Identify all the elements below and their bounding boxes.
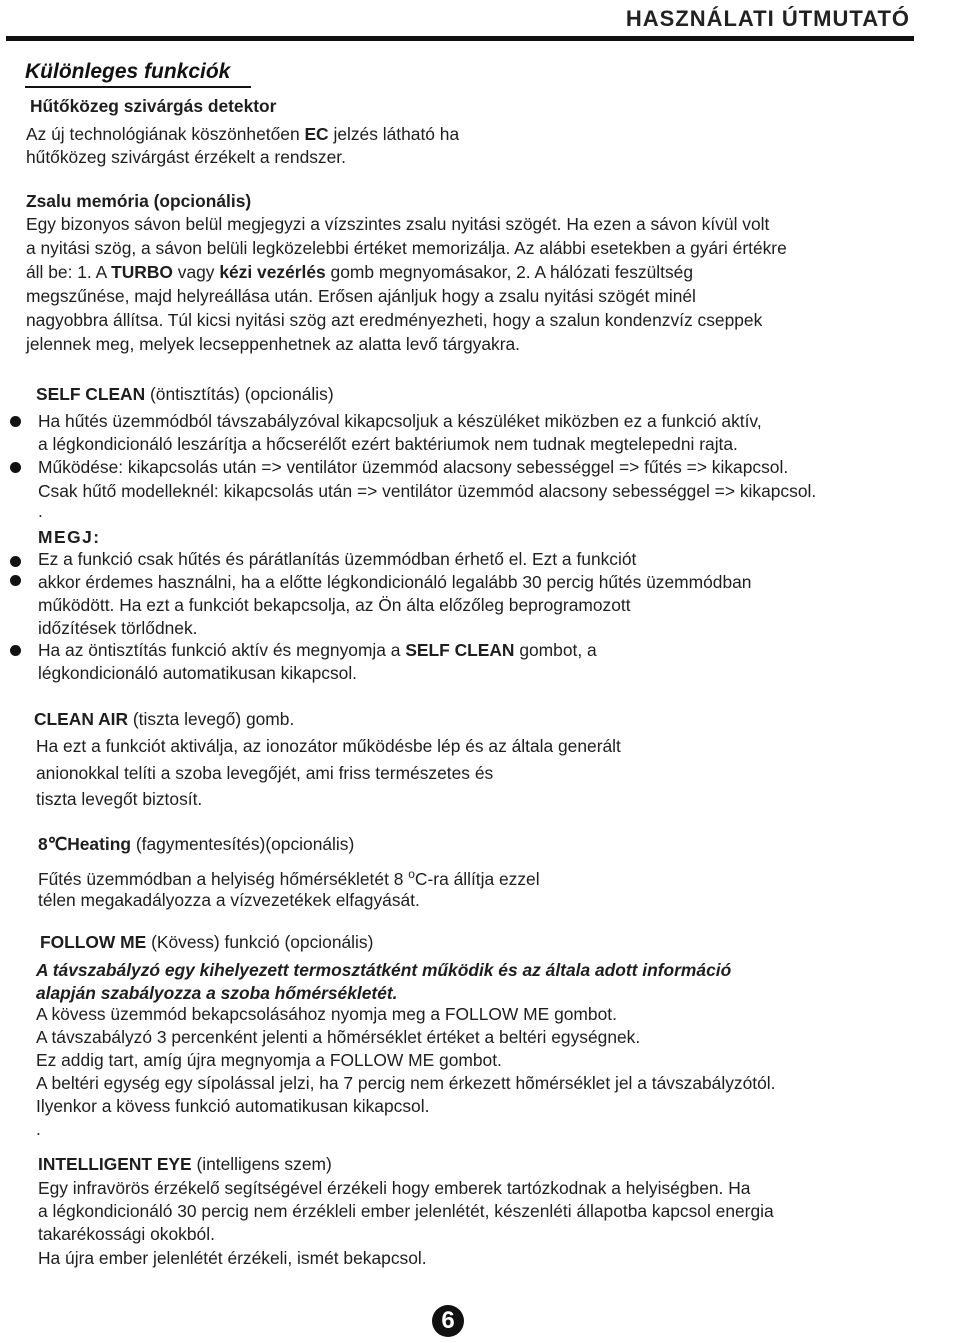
manual-header-title: HASZNÁLATI ÚTMUTATÓ [625, 6, 910, 31]
follow-me-dot: . [36, 1119, 41, 1139]
note-line-2: akkor érdemes használni, ha a előtte légkondicionáló legalább 30 percig hűtés üzemmódban [38, 572, 752, 592]
note-line-1: Ez a funkció csak hűtés és párátlanítás üzemmódban érhető el. Ezt a funkciót [38, 549, 637, 569]
heating8-line-2: télen megakadályozza a vízvezetékek elfagyását. [38, 890, 420, 910]
intelligent-eye-line-3: takarékossági okokból. [38, 1224, 215, 1244]
note-heading: MEGJ: [38, 527, 101, 547]
louver-line-6: jelennek meg, melyek lecseppenhetnek az alatta levő tárgyakra. [26, 334, 520, 354]
intelligent-eye-line-1: Egy infravörös érzékelő segítségével érzékeli hogy emberek tartózkodnak a helyiségben. Ha [38, 1178, 751, 1198]
refrigerant-line-1: Az új technológiának köszönhetően EC jelzés látható ha [26, 124, 460, 144]
self-clean-line-2: a légkondicionáló leszárítja a hőcserélőt ezért baktériumok nem tudnak megtelepedni rajta. [38, 434, 738, 454]
refrigerant-heading: Hűtőközeg szivárgás detektor [30, 96, 277, 116]
self-clean-line-1: Ha hűtés üzemmódból távszabályzóval kikapcsoljuk a készüléket miközben ez a funkció aktív, [38, 411, 762, 431]
bullet-icon [10, 462, 21, 473]
clean-air-line-3: tiszta levegőt biztosít. [36, 789, 203, 809]
bullet-icon [10, 575, 21, 586]
note-line-3: működött. Ha ezt a funkciót bekapcsolja, az Ön álta előzőleg beprogramozott [38, 595, 631, 615]
heating8-heading: 8℃Heating (fagymentesítés)(opcionális) [38, 834, 355, 854]
louver-line-4: megszűnése, majd helyreállása után. Erősen ajánljuk hogy a zsalu nyitási szögét minél [26, 286, 696, 306]
louver-line-1: Egy bizonyos sávon belül megjegyzi a vízszintes zsalu nyitási szögét. Ha ezen a sávon kívül volt [26, 214, 770, 234]
clean-air-heading: CLEAN AIR (tiszta levegő) gomb. [34, 709, 295, 729]
follow-me-line-3: Ez addig tart, amíg újra megnyomja a FOLLOW ME gombot. [36, 1050, 502, 1070]
note-line-5: Ha az öntisztítás funkció aktív és megnyomja a SELF CLEAN gombot, a [38, 640, 597, 660]
follow-me-line-5: Ilyenkor a kövess funkció automatikusan kikapcsol. [36, 1096, 430, 1116]
louver-heading: Zsalu memória (opcionális) [26, 191, 252, 211]
section-title-underline [25, 86, 251, 88]
heating8-line-1: Fűtés üzemmódban a helyiség hőmérsékletét 8 $^o$C-ra állítja ezzel [38, 867, 540, 889]
note-line-6: légkondicionáló automatikusan kikapcsol. [38, 663, 358, 683]
self-clean-heading: SELF CLEAN (öntisztítás) (opcionális) [36, 384, 334, 404]
bullet-icon [10, 645, 21, 656]
self-clean-line-3: Működése: kikapcsolás után => ventilátor üzemmód alacsony sebességgel => fűtés => kikapcsol. [38, 457, 789, 477]
bullet-icon [10, 416, 21, 427]
follow-me-bold-line-1: A távszabályzó egy kihelyezett termosztátként működik és az általa adott információ [36, 960, 732, 980]
self-clean-dot: . [38, 501, 43, 521]
section-title: Különleges funkciók [25, 60, 231, 83]
page-number-badge: 6 [432, 1305, 464, 1337]
refrigerant-line-2: hűtőközeg szivárgást érzékelt a rendszer. [26, 147, 346, 167]
follow-me-line-4: A beltéri egység egy sípolással jelzi, ha 7 percig nem érkezett hõmérséklet jel a távszabályzótól. [36, 1073, 776, 1093]
louver-line-3: áll be: 1. A TURBO vagy kézi vezérlés gomb megnyomásakor, 2. A hálózati feszültség [26, 262, 694, 282]
intelligent-eye-line-2: a légkondicionáló 30 percig nem érzékleli ember jelenlétét, készenléti állapotba kapcsol energia [38, 1201, 774, 1221]
follow-me-line-2: A távszabályzó 3 percenként jelenti a hõmérséklet értéket a beltéri egységnek. [36, 1027, 641, 1047]
clean-air-line-1: Ha ezt a funkciót aktiválja, az ionozátor működésbe lép és az általa generált [36, 736, 621, 756]
clean-air-line-2: anionokkal telíti a szoba levegőjét, ami friss természetes és [36, 763, 494, 783]
header-rule [6, 36, 914, 41]
follow-me-heading: FOLLOW ME (Kövess) funkció (opcionális) [40, 932, 374, 952]
self-clean-line-4: Csak hűtő modelleknél: kikapcsolás után => ventilátor üzemmód alacsony sebességgel => kikapcsol. [38, 481, 817, 501]
louver-line-5: nagyobbra állítsa. Túl kicsi nyitási szög azt eredményezheti, hogy a szalun kondenzvíz cseppek [26, 310, 763, 330]
follow-me-bold-line-2: alapján szabályozza a szoba hőmérsékletét. [36, 983, 398, 1003]
note-line-4: időzítések törlődnek. [38, 618, 198, 638]
intelligent-eye-heading: INTELLIGENT EYE (intelligens szem) [38, 1154, 332, 1174]
follow-me-line-1: A kövess üzemmód bekapcsolásához nyomja meg a FOLLOW ME gombot. [36, 1004, 617, 1024]
bullet-icon [10, 556, 21, 567]
intelligent-eye-line-4: Ha újra ember jelenlétét érzékeli, ismét bekapcsol. [38, 1248, 427, 1268]
louver-line-2: a nyitási szög, a sávon belüli legközelebbi értéket memorizálja. Az alábbi esetekben a gyári értékre [26, 238, 787, 258]
